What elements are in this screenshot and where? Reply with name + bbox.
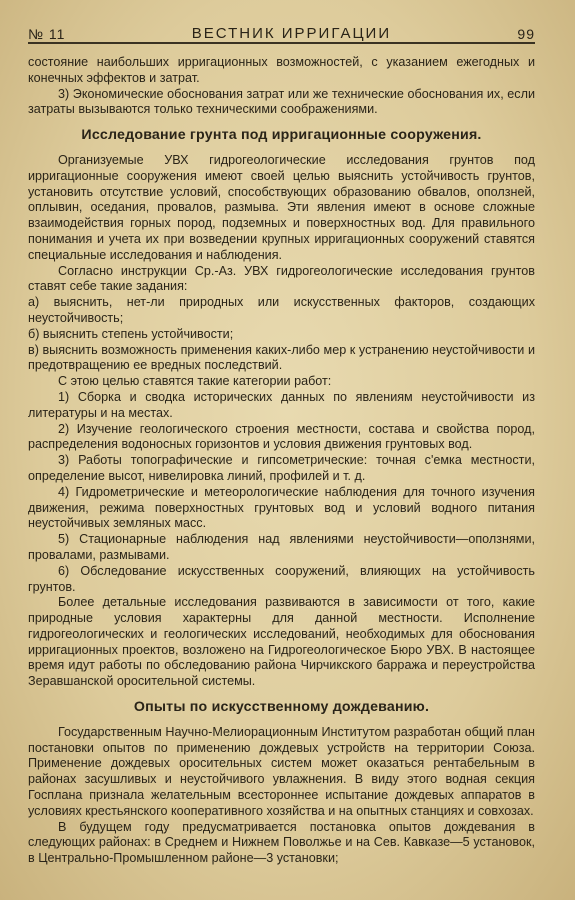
paragraph: 3) Экономические обоснования затрат или же технические обоснования их, если затраты вызываются только техническими соображениями. bbox=[28, 86, 535, 117]
paragraph: Согласно инструкции Ср.-Аз. УВХ гидрогеологические исследования грунтов ставят себе такие задания: bbox=[28, 263, 535, 294]
section-heading-soil: Исследование грунта под ирригационные сооружения. bbox=[81, 127, 482, 144]
article-body bbox=[28, 55, 535, 867]
list-item: б) выяснить степень устойчивости; bbox=[28, 326, 234, 341]
paragraph: Государственным Научно-Мелиорационным Институтом разработан общий план постановки опытов по применению дождевых устройств на территории Союза. Применение дождевых оросительных систем может оказаться рентабельным в районах засушливых и неустойчивого увлажнения. В виду этого водная секция Госплана признала желательным всестороннее испытание дождевых аппаратов в условиях крестьянского кооперативного хозяйства и на опытных станциях и совхозах. bbox=[28, 724, 535, 818]
list-item: 4) Гидрометрические и метеорологические наблюдения для точного изучения движения, режима поверхностных грунтовых вод и условий водного питания неустойчивых земляных масс. bbox=[28, 484, 535, 531]
list-item: 5) Стационарные наблюдения над явлениями неустойчивости—оползнями, провалами, размывами. bbox=[28, 532, 535, 562]
journal-title: ВЕСТНИК ИРРИГАЦИИ bbox=[191, 25, 392, 42]
running-header bbox=[28, 18, 535, 44]
list-item: в) выяснить возможность применения каких-либо мер к устранению неустойчивости и предотвращению ее вредных последствий. bbox=[28, 342, 535, 373]
list-item: 6) Обследование искусственных сооружений, влияющих на устойчивость грунтов. bbox=[28, 563, 535, 594]
paragraph: С этою целью ставятся такие категории работ: bbox=[58, 374, 332, 389]
paragraph: состояние наибольших ирригационных возможностей, с указанием ежегодных и конечных эффектов и затрат. bbox=[28, 55, 535, 85]
list-item: 3) Работы топографические и гипсометрические: точная с'емка местности, определение высот, нивелировка линий, профилей и т. д. bbox=[28, 453, 535, 483]
issue-number: № 11 bbox=[28, 26, 66, 42]
page-number: 99 bbox=[517, 26, 535, 42]
paragraph: Более детальные исследования развиваются в зависимости от того, какие природные условия характерны для данной местности. Исполнение гидрогеологических и геологических исследований, необходимых для обоснования ирригационных проектов, возложено на Гидрогеологическое Бюро УВХ. В настоящее время идут работы по обследованию района Чирчикского барража и переустройства Зеравшанской оросительной системы. bbox=[28, 595, 535, 689]
paragraph: В будущем году предусматривается постановка опытов дождевания в следующих районах: в Среднем и Нижнем Поволжье и на Сев. Кавказе—5 установок, в Центрально-Промышленном районе—3 установки; bbox=[28, 819, 535, 866]
list-item: 1) Сборка и сводка исторических данных по явлениям неустойчивости из литературы и на местах. bbox=[28, 389, 535, 420]
section-heading-rain: Опыты по искусственному дождеванию. bbox=[133, 699, 430, 716]
list-item: 2) Изучение геологического строения местности, состава и свойства пород, распределения водоносных горизонтов и условия движения грунтовых вод. bbox=[28, 421, 535, 452]
list-item: а) выяснить, нет-ли природных или искусственных факторов, создающих неустойчивость; bbox=[28, 295, 535, 325]
paragraph: Организуемые УВХ гидрогеологические исследования грунтов под ирригационные сооружения имеют своей целью выяснить устойчивость грунтов, установить отсутствие условий, способствующих образованию обвалов, оползней, оплывин, оседания, провалов, размыва. Эти явления имеют в основе сложные взаимодействия горных пород, подземных и поверхностных вод. Для правильного понимания и учета их при возведении крупных ирригационных сооружений ставятся специальные исследования и наблюдения. bbox=[28, 152, 535, 262]
